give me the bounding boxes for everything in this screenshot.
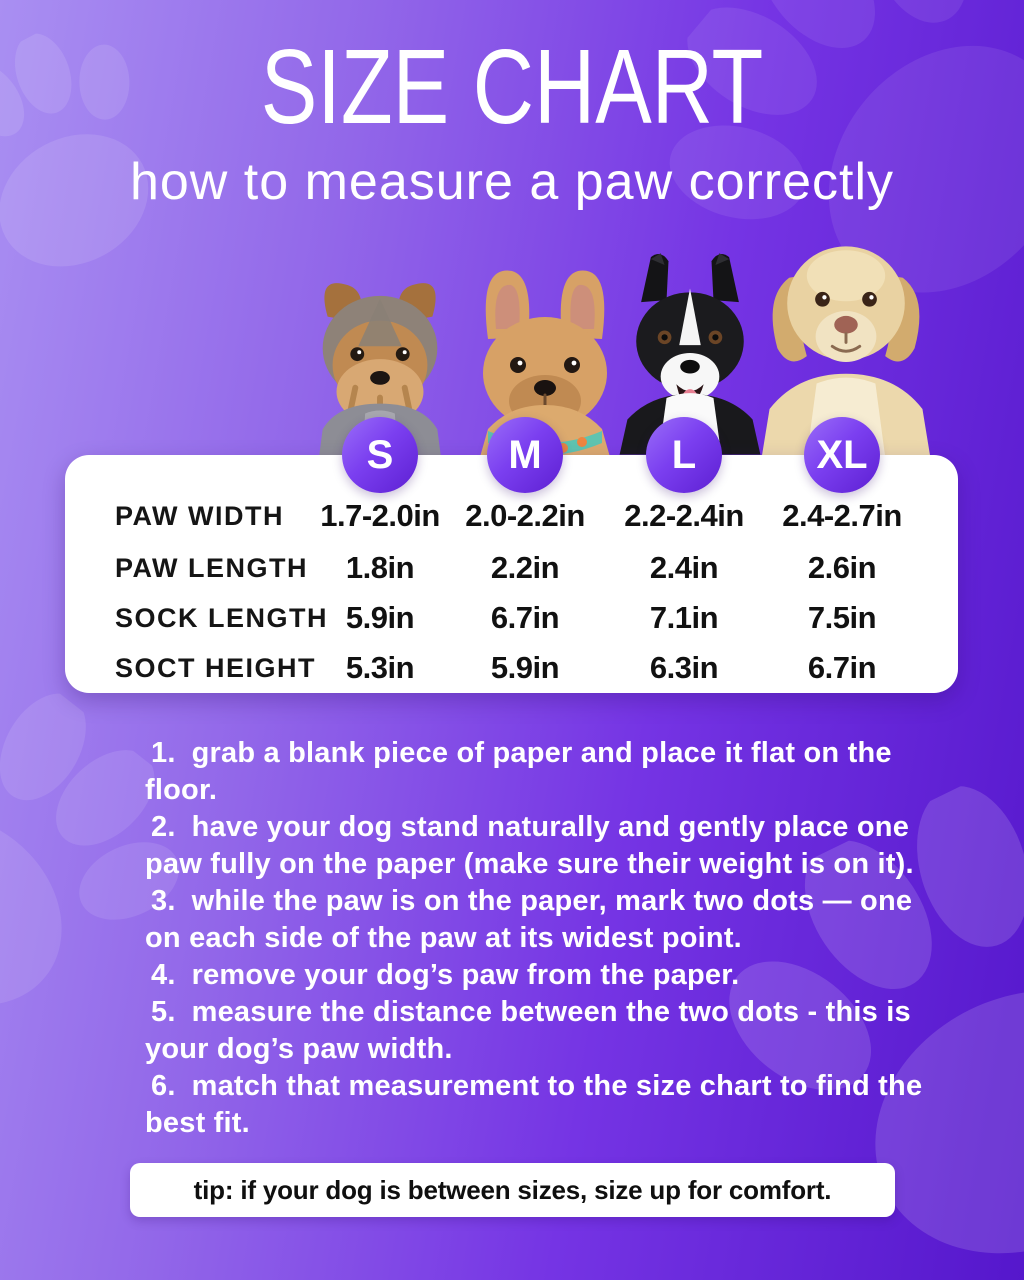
table-cell: 2.2-2.4in	[624, 498, 744, 533]
instruction-text: match that measurement to the size chart to find the best fit.	[145, 1070, 923, 1139]
instruction-item	[145, 957, 940, 994]
table-cell: 2.6in	[807, 550, 877, 585]
instruction-text: remove your dog’s paw from the paper.	[191, 959, 740, 991]
table-cell: 6.7in	[490, 600, 560, 635]
instruction-number: 1.	[151, 737, 176, 769]
measuring-instructions	[145, 735, 940, 1142]
instruction-number: 5.	[151, 996, 176, 1028]
table-cell: 1.8in	[345, 550, 415, 585]
table-cell: 1.7-2.0in	[320, 498, 440, 533]
instruction-text: grab a blank piece of paper and place it flat on the floor.	[145, 737, 892, 806]
table-row	[65, 598, 958, 638]
tip-box	[130, 1163, 895, 1217]
page-title: SIZE CHART	[260, 28, 764, 146]
size-badge-s	[342, 417, 418, 493]
size-badge-label: XL	[816, 432, 868, 477]
row-label: PAW LENGTH	[115, 553, 308, 583]
tip-text: tip: if your dog is between sizes, size up for comfort.	[193, 1174, 832, 1205]
size-badge-label: M	[508, 432, 542, 477]
table-cell: 2.0-2.2in	[465, 498, 585, 533]
row-label: SOCK LENGTH	[115, 603, 329, 633]
instruction-text: while the paw is on the paper, mark two dots — one on each side of the paw at its widest point.	[145, 885, 913, 954]
table-cell: 5.3in	[345, 650, 415, 685]
instruction-number: 6.	[151, 1070, 176, 1102]
table-row	[65, 548, 958, 588]
row-label: SOCT HEIGHT	[115, 653, 317, 683]
table-row	[65, 648, 958, 688]
instruction-item	[145, 994, 940, 1068]
table-cell: 2.4in	[649, 550, 719, 585]
table-cell: 7.1in	[649, 600, 719, 635]
instruction-item	[145, 1068, 940, 1142]
table-cell: 7.5in	[807, 600, 877, 635]
size-badge-xl	[804, 417, 880, 493]
instruction-text: have your dog stand naturally and gently place one paw fully on the paper (make sure their weight is on it).	[145, 811, 914, 880]
instruction-item	[145, 883, 940, 957]
instruction-number: 2.	[151, 811, 176, 843]
size-badge-m	[487, 417, 563, 493]
table-cell: 2.4-2.7in	[782, 498, 902, 533]
size-badge-l	[646, 417, 722, 493]
row-label: PAW WIDTH	[115, 501, 284, 531]
table-cell: 6.7in	[807, 650, 877, 685]
table-cell: 2.2in	[490, 550, 560, 585]
instruction-text: measure the distance between the two dots - this is your dog’s paw width.	[145, 996, 911, 1065]
instruction-number: 4.	[151, 959, 176, 991]
page-subtitle: how to measure a paw correctly	[129, 153, 895, 211]
size-badge-label: S	[366, 432, 394, 477]
instruction-item	[145, 809, 940, 883]
table-cell: 5.9in	[345, 600, 415, 635]
size-badge-label: L	[671, 432, 697, 477]
instruction-number: 3.	[151, 885, 176, 917]
table-cell: 6.3in	[649, 650, 719, 685]
table-cell: 5.9in	[490, 650, 560, 685]
table-row	[65, 496, 958, 536]
instruction-item	[145, 735, 940, 809]
